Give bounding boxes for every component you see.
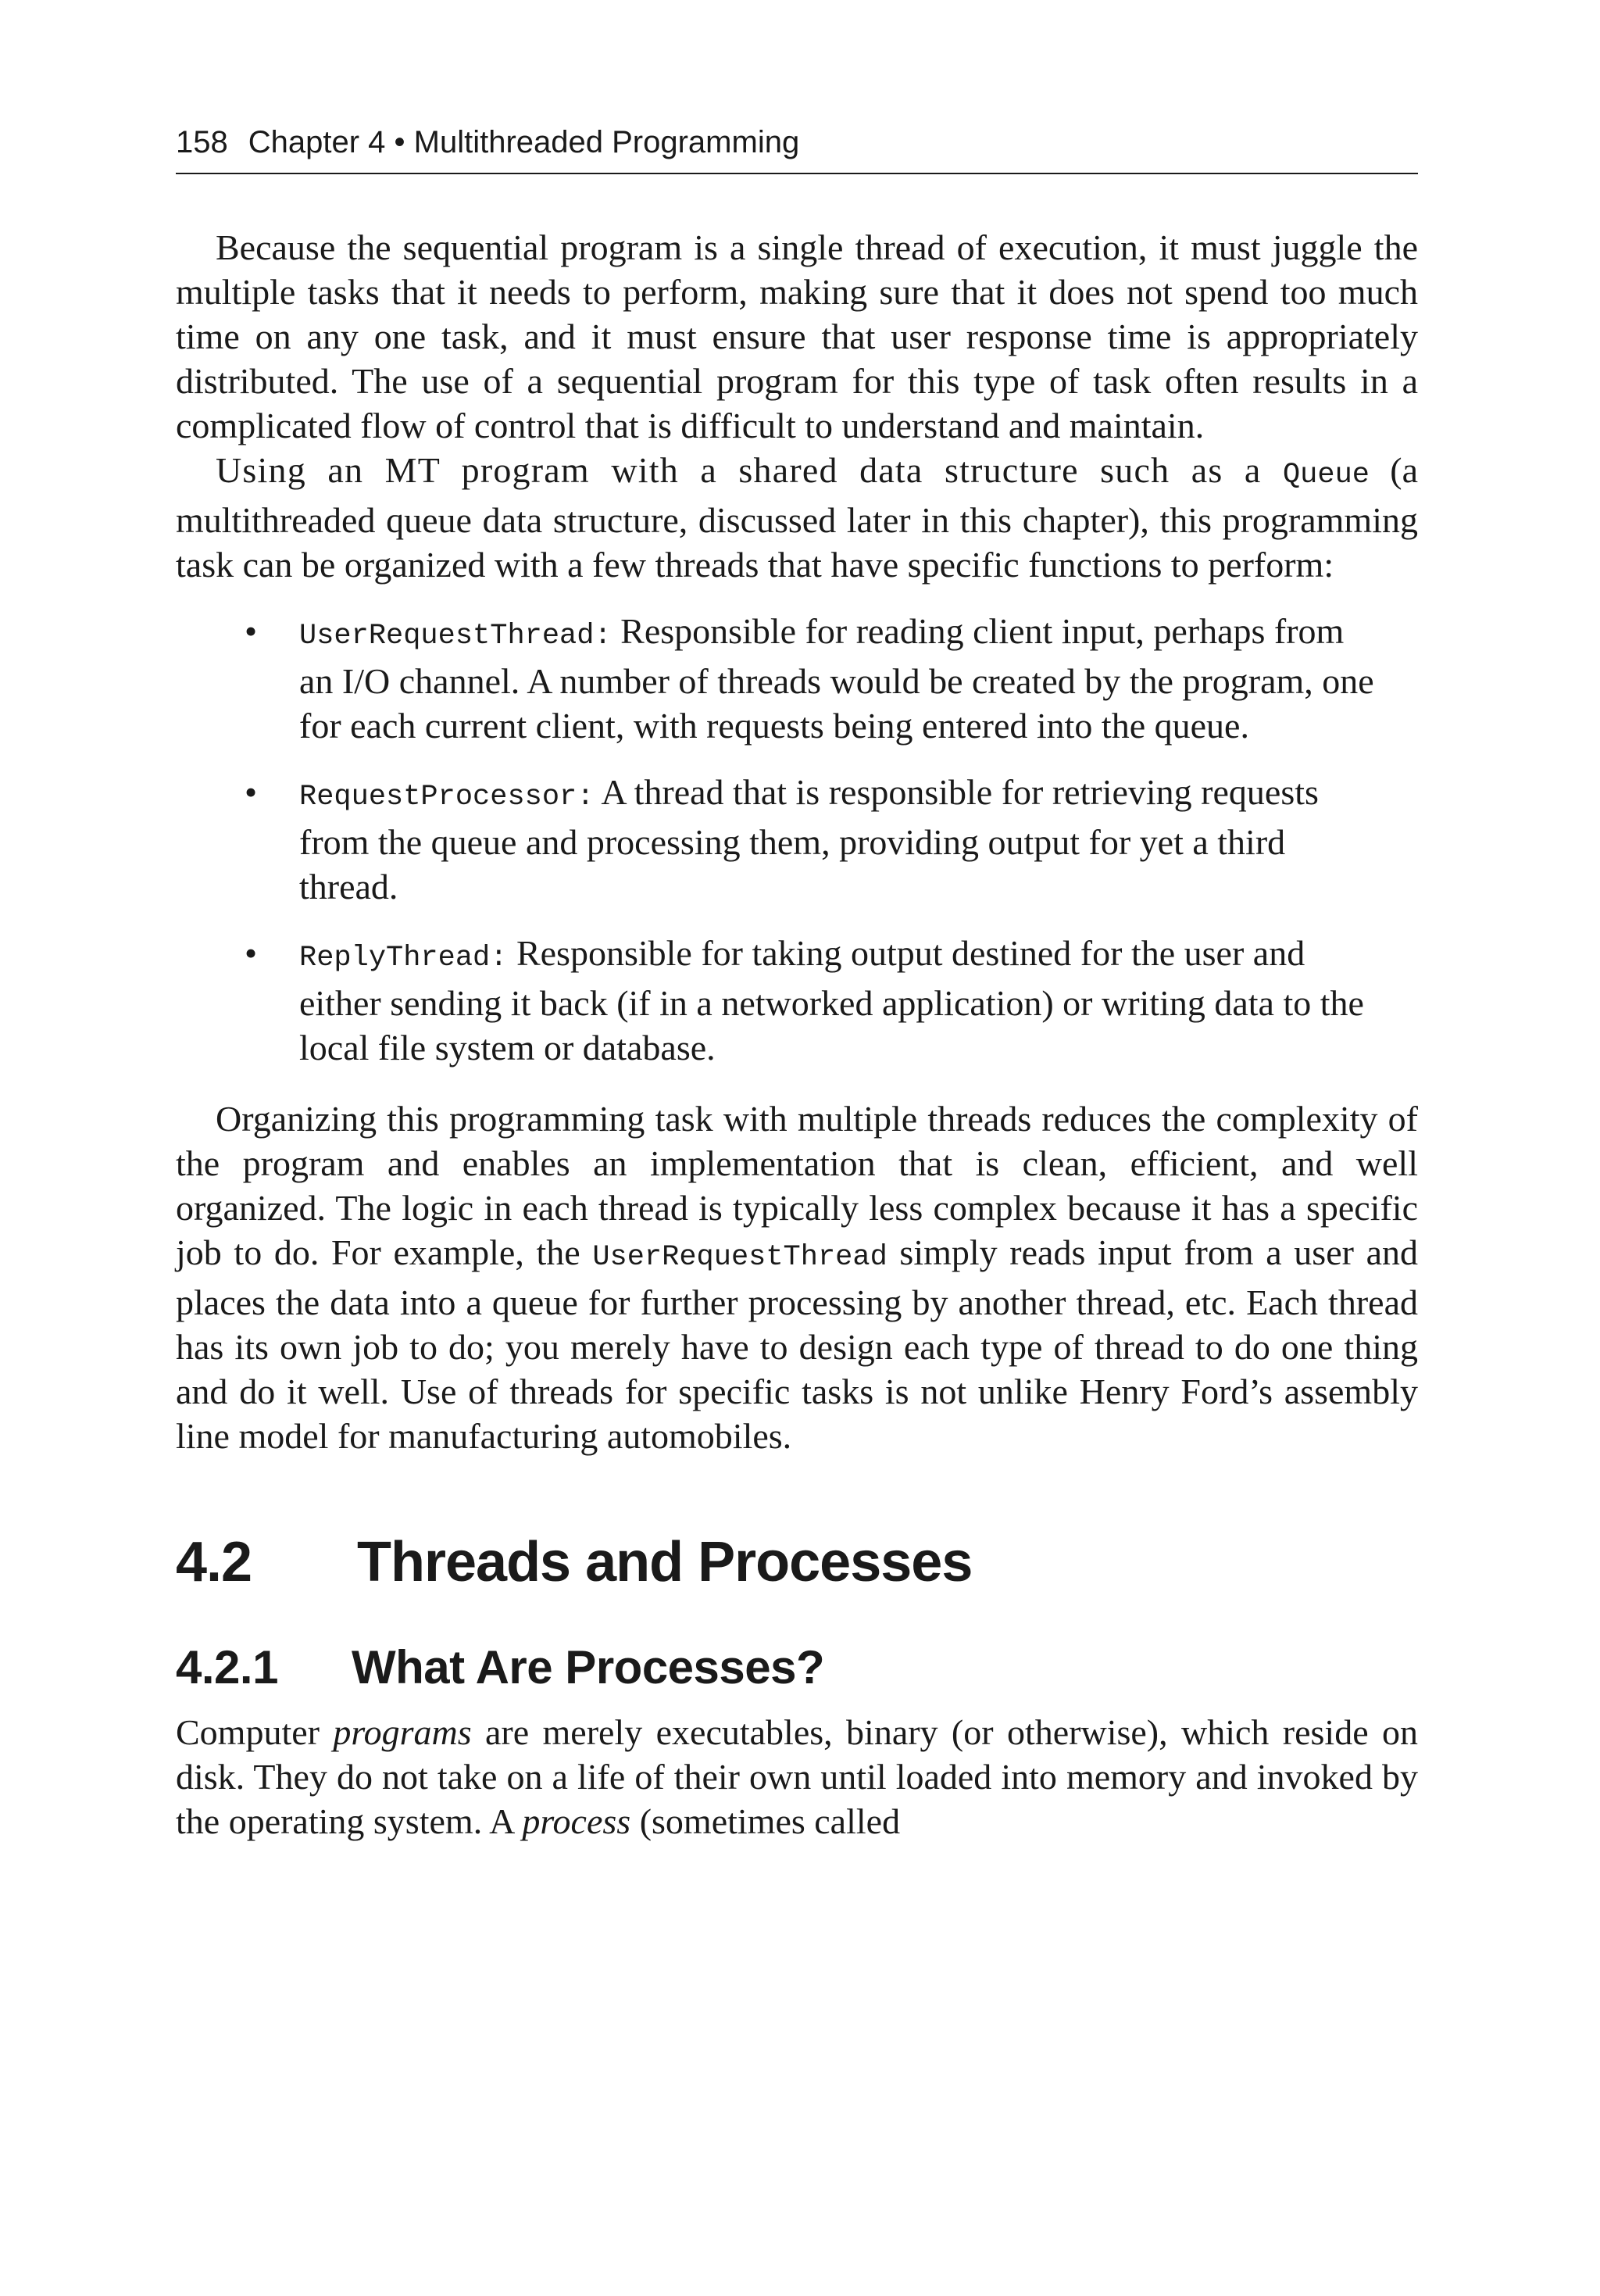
list-item-request-processor: • RequestProcessor: A thread that is responsible for retrieving requests from the queue and processing them, providing output for yet a third thread. bbox=[176, 770, 1379, 909]
paragraph-mt-program: Using an MT program with a shared data structure such as a Queue (a multithreaded queue data structure, discussed later in this chapter), this programming task can be organized with a few threads that have specific functions to perform: bbox=[176, 450, 1418, 585]
book-page bbox=[176, 121, 1418, 1844]
chapter-title: Chapter 4 • Multithreaded Programming bbox=[248, 125, 800, 159]
subsection-number: 4.2.1 bbox=[176, 1641, 278, 1693]
bullet-marker: • bbox=[245, 611, 258, 651]
thread-list bbox=[176, 609, 1418, 1070]
inline-code: ReplyThread: bbox=[299, 942, 508, 975]
page-number: 158 bbox=[176, 125, 228, 159]
term-process: process bbox=[522, 1801, 631, 1841]
bullet-marker: • bbox=[245, 933, 258, 973]
paragraph-organizing: Organizing this programming task with multiple threads reduces the complexity of the program and enables an implementation that is clean, efficient, and well organized. The logic in each thread is typically less complex because it has a specific job to do. For example, the UserRequestThread simply reads input from a user and places the data into a queue for further processing by another thread, etc. Each thread has its own job to do; you merely have to design each type of thread to do one thing and do it well. Use of threads for specific tasks is not unlike Henry Ford’s assembly line model for manufacturing automobiles. bbox=[176, 1099, 1418, 1456]
paragraph-sequential: Because the sequential program is a single thread of execution, it must juggle the multiple tasks that it needs to perform, making sure that it does not spend too much time on any one task, and it must ensure that user response time is appropriately distributed. The use of a sequential program for this type of task often results in a complicated flow of control that is difficult to understand and maintain. bbox=[176, 227, 1418, 445]
inline-code: UserRequestThread: bbox=[299, 620, 612, 653]
subsection-title: What Are Processes? bbox=[352, 1641, 825, 1693]
section-heading bbox=[176, 1527, 1418, 1597]
inline-code: RequestProcessor: bbox=[299, 781, 595, 814]
paragraph-processes: Computer programs are merely executables, binary (or otherwise), which reside on disk. They do not take on a life of their own until loaded into memory and invoked by the operating system. A process (sometimes called bbox=[176, 1712, 1419, 1841]
list-item-reply-thread: • ReplyThread: Responsible for taking output destined for the user and either sending it back (if in a networked application) or writing data to the local file system or database. bbox=[176, 931, 1379, 1070]
list-item-user-request-thread: • UserRequestThread: Responsible for reading client input, perhaps from an I/O channel. A number of threads would be created by the program, one for each current client, with requests being entered into the queue. bbox=[176, 609, 1379, 748]
section-title: Threads and Processes bbox=[357, 1531, 973, 1593]
inline-code-queue: Queue bbox=[1282, 459, 1370, 492]
bullet-marker: • bbox=[245, 772, 258, 812]
section-number: 4.2 bbox=[176, 1531, 252, 1593]
running-header bbox=[176, 121, 1418, 174]
term-programs: programs bbox=[333, 1712, 472, 1752]
inline-code-user-request-thread: UserRequestThread bbox=[592, 1241, 888, 1274]
subsection-heading bbox=[176, 1636, 1418, 1699]
body-text bbox=[176, 225, 1418, 1844]
